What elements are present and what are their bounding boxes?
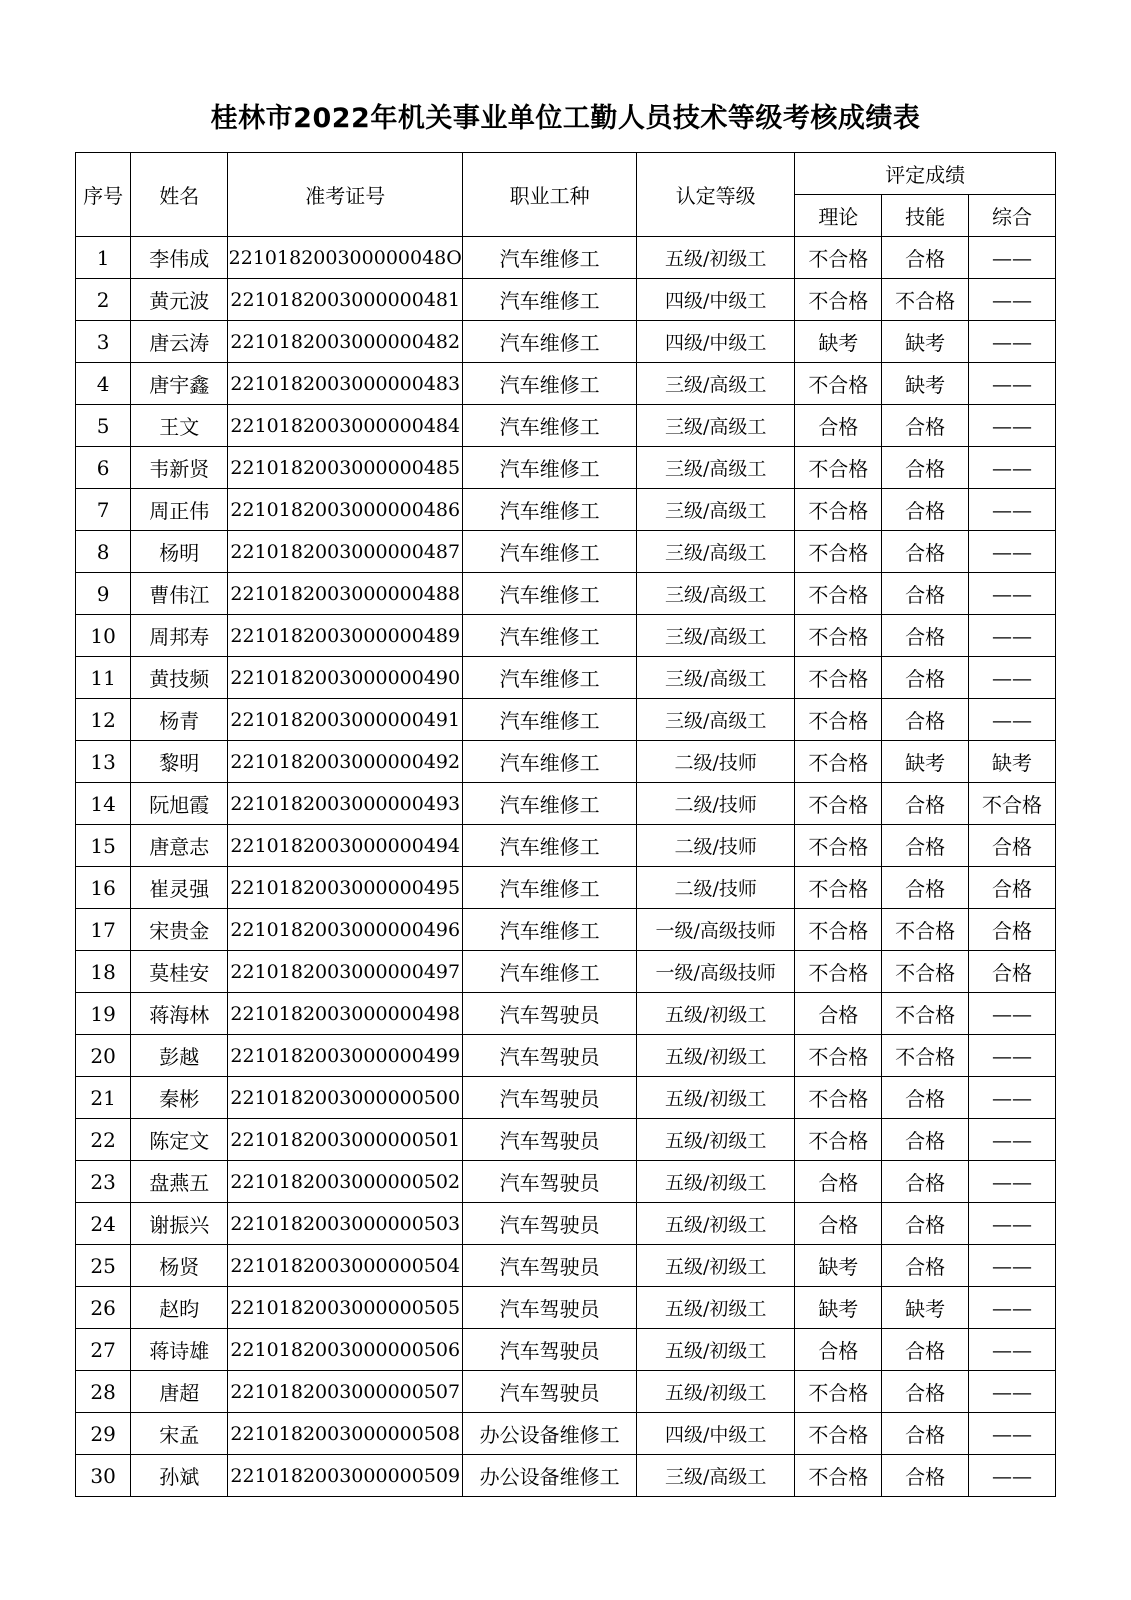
- cell-overall: 合格: [969, 825, 1056, 867]
- header-level: 认定等级: [637, 153, 795, 237]
- cell-theory: 不合格: [795, 1455, 882, 1497]
- cell-trade: 办公设备维修工: [463, 1413, 637, 1455]
- cell-exam-id: 2210182003000000496: [228, 909, 463, 951]
- table-row: [76, 489, 1056, 531]
- cell-trade: 汽车维修工: [463, 279, 637, 321]
- table-row: [76, 363, 1056, 405]
- cell-theory: 不合格: [795, 1035, 882, 1077]
- cell-skill: 合格: [882, 1161, 969, 1203]
- cell-level: 五级/初级工: [637, 1371, 795, 1413]
- cell-skill: 合格: [882, 237, 969, 279]
- cell-overall: ——: [969, 615, 1056, 657]
- cell-name: 谢振兴: [131, 1203, 228, 1245]
- cell-skill: 缺考: [882, 363, 969, 405]
- cell-exam-id: 2210182003000000494: [228, 825, 463, 867]
- cell-trade: 汽车驾驶员: [463, 1287, 637, 1329]
- cell-seq: 2: [76, 279, 131, 321]
- cell-trade: 汽车维修工: [463, 909, 637, 951]
- cell-theory: 不合格: [795, 237, 882, 279]
- table-row: [76, 1161, 1056, 1203]
- cell-theory: 不合格: [795, 951, 882, 993]
- cell-theory: 缺考: [795, 1245, 882, 1287]
- cell-skill: 合格: [882, 1119, 969, 1161]
- cell-overall: ——: [969, 1035, 1056, 1077]
- cell-exam-id: 221018200300000048O: [228, 237, 463, 279]
- cell-seq: 10: [76, 615, 131, 657]
- cell-trade: 汽车驾驶员: [463, 1245, 637, 1287]
- cell-overall: ——: [969, 699, 1056, 741]
- cell-theory: 合格: [795, 993, 882, 1035]
- cell-overall: ——: [969, 573, 1056, 615]
- cell-seq: 17: [76, 909, 131, 951]
- cell-skill: 合格: [882, 867, 969, 909]
- cell-name: 唐超: [131, 1371, 228, 1413]
- cell-overall: ——: [969, 1161, 1056, 1203]
- cell-theory: 不合格: [795, 867, 882, 909]
- table-row: [76, 1245, 1056, 1287]
- cell-skill: 合格: [882, 1371, 969, 1413]
- cell-level: 五级/初级工: [637, 1035, 795, 1077]
- cell-exam-id: 2210182003000000503: [228, 1203, 463, 1245]
- cell-skill: 合格: [882, 783, 969, 825]
- cell-exam-id: 2210182003000000506: [228, 1329, 463, 1371]
- cell-trade: 办公设备维修工: [463, 1455, 637, 1497]
- cell-name: 杨贤: [131, 1245, 228, 1287]
- cell-overall: ——: [969, 363, 1056, 405]
- cell-exam-id: 2210182003000000499: [228, 1035, 463, 1077]
- page-title: 桂林市2022年机关事业单位工勤人员技术等级考核成绩表: [210, 103, 921, 134]
- cell-seq: 15: [76, 825, 131, 867]
- cell-name: 宋孟: [131, 1413, 228, 1455]
- cell-theory: 合格: [795, 1161, 882, 1203]
- cell-level: 三级/高级工: [637, 531, 795, 573]
- cell-name: 李伟成: [131, 237, 228, 279]
- cell-theory: 不合格: [795, 447, 882, 489]
- cell-trade: 汽车驾驶员: [463, 1035, 637, 1077]
- cell-name: 孙斌: [131, 1455, 228, 1497]
- cell-trade: 汽车驾驶员: [463, 1371, 637, 1413]
- cell-overall: 缺考: [969, 741, 1056, 783]
- cell-overall: 不合格: [969, 783, 1056, 825]
- cell-exam-id: 2210182003000000488: [228, 573, 463, 615]
- cell-overall: ——: [969, 447, 1056, 489]
- header-overall: 综合: [969, 195, 1056, 237]
- cell-theory: 不合格: [795, 1413, 882, 1455]
- cell-level: 五级/初级工: [637, 1077, 795, 1119]
- cell-name: 陈定文: [131, 1119, 228, 1161]
- cell-trade: 汽车维修工: [463, 489, 637, 531]
- table-row: [76, 1413, 1056, 1455]
- cell-exam-id: 2210182003000000495: [228, 867, 463, 909]
- cell-name: 王文: [131, 405, 228, 447]
- cell-trade: 汽车维修工: [463, 321, 637, 363]
- cell-trade: 汽车维修工: [463, 783, 637, 825]
- header-skill: 技能: [882, 195, 969, 237]
- cell-seq: 3: [76, 321, 131, 363]
- cell-theory: 不合格: [795, 279, 882, 321]
- cell-name: 崔灵强: [131, 867, 228, 909]
- cell-name: 蒋海林: [131, 993, 228, 1035]
- cell-level: 五级/初级工: [637, 1245, 795, 1287]
- cell-trade: 汽车维修工: [463, 867, 637, 909]
- cell-seq: 24: [76, 1203, 131, 1245]
- cell-skill: 不合格: [882, 279, 969, 321]
- cell-overall: 合格: [969, 909, 1056, 951]
- cell-trade: 汽车维修工: [463, 237, 637, 279]
- header-exam-id: 准考证号: [228, 153, 463, 237]
- cell-level: 五级/初级工: [637, 1287, 795, 1329]
- table-row: [76, 447, 1056, 489]
- cell-name: 宋贵金: [131, 909, 228, 951]
- cell-exam-id: 2210182003000000481: [228, 279, 463, 321]
- table-row: [76, 993, 1056, 1035]
- cell-seq: 26: [76, 1287, 131, 1329]
- cell-exam-id: 2210182003000000484: [228, 405, 463, 447]
- table-row: [76, 1455, 1056, 1497]
- cell-skill: 合格: [882, 699, 969, 741]
- cell-seq: 8: [76, 531, 131, 573]
- cell-name: 杨青: [131, 699, 228, 741]
- cell-name: 赵昀: [131, 1287, 228, 1329]
- table-row: [76, 783, 1056, 825]
- cell-name: 阮旭霞: [131, 783, 228, 825]
- cell-overall: ——: [969, 1371, 1056, 1413]
- table-row: [76, 1077, 1056, 1119]
- cell-overall: ——: [969, 1455, 1056, 1497]
- cell-exam-id: 2210182003000000505: [228, 1287, 463, 1329]
- cell-level: 二级/技师: [637, 825, 795, 867]
- cell-level: 三级/高级工: [637, 1455, 795, 1497]
- cell-seq: 4: [76, 363, 131, 405]
- cell-skill: 合格: [882, 1203, 969, 1245]
- cell-name: 黎明: [131, 741, 228, 783]
- cell-theory: 不合格: [795, 363, 882, 405]
- cell-skill: 合格: [882, 573, 969, 615]
- cell-skill: 合格: [882, 1077, 969, 1119]
- cell-skill: 缺考: [882, 741, 969, 783]
- cell-skill: 合格: [882, 531, 969, 573]
- table-row: [76, 951, 1056, 993]
- cell-name: 韦新贤: [131, 447, 228, 489]
- cell-overall: ——: [969, 993, 1056, 1035]
- table-row: [76, 237, 1056, 279]
- cell-trade: 汽车维修工: [463, 825, 637, 867]
- cell-exam-id: 2210182003000000497: [228, 951, 463, 993]
- cell-level: 一级/高级技师: [637, 951, 795, 993]
- cell-level: 三级/高级工: [637, 489, 795, 531]
- cell-overall: ——: [969, 531, 1056, 573]
- cell-level: 三级/高级工: [637, 699, 795, 741]
- cell-theory: 不合格: [795, 1119, 882, 1161]
- cell-skill: 合格: [882, 489, 969, 531]
- table-row: [76, 1287, 1056, 1329]
- cell-overall: ——: [969, 1329, 1056, 1371]
- cell-theory: 不合格: [795, 489, 882, 531]
- cell-trade: 汽车维修工: [463, 447, 637, 489]
- cell-name: 曹伟江: [131, 573, 228, 615]
- cell-theory: 不合格: [795, 783, 882, 825]
- cell-exam-id: 2210182003000000501: [228, 1119, 463, 1161]
- cell-seq: 20: [76, 1035, 131, 1077]
- cell-name: 彭越: [131, 1035, 228, 1077]
- cell-skill: 合格: [882, 615, 969, 657]
- cell-overall: ——: [969, 405, 1056, 447]
- cell-trade: 汽车驾驶员: [463, 1077, 637, 1119]
- cell-theory: 合格: [795, 405, 882, 447]
- cell-level: 二级/技师: [637, 783, 795, 825]
- cell-exam-id: 2210182003000000489: [228, 615, 463, 657]
- cell-seq: 11: [76, 657, 131, 699]
- cell-theory: 不合格: [795, 1077, 882, 1119]
- cell-trade: 汽车维修工: [463, 531, 637, 573]
- cell-theory: 不合格: [795, 1371, 882, 1413]
- cell-name: 蒋诗雄: [131, 1329, 228, 1371]
- cell-level: 五级/初级工: [637, 237, 795, 279]
- cell-overall: ——: [969, 1245, 1056, 1287]
- cell-trade: 汽车驾驶员: [463, 1161, 637, 1203]
- cell-exam-id: 2210182003000000509: [228, 1455, 463, 1497]
- cell-seq: 9: [76, 573, 131, 615]
- table-row: [76, 531, 1056, 573]
- cell-name: 周正伟: [131, 489, 228, 531]
- table-row: [76, 1119, 1056, 1161]
- cell-seq: 14: [76, 783, 131, 825]
- cell-level: 三级/高级工: [637, 405, 795, 447]
- cell-level: 四级/中级工: [637, 279, 795, 321]
- cell-level: 二级/技师: [637, 741, 795, 783]
- table-row: [76, 1371, 1056, 1413]
- cell-theory: 不合格: [795, 615, 882, 657]
- table-row: [76, 657, 1056, 699]
- cell-exam-id: 2210182003000000493: [228, 783, 463, 825]
- cell-trade: 汽车维修工: [463, 657, 637, 699]
- cell-skill: 合格: [882, 447, 969, 489]
- cell-level: 三级/高级工: [637, 363, 795, 405]
- cell-level: 五级/初级工: [637, 993, 795, 1035]
- header-score-group: 评定成绩: [795, 153, 1056, 195]
- score-table: [75, 152, 1056, 1497]
- cell-overall: ——: [969, 321, 1056, 363]
- cell-theory: 不合格: [795, 573, 882, 615]
- cell-skill: 合格: [882, 825, 969, 867]
- cell-seq: 30: [76, 1455, 131, 1497]
- cell-trade: 汽车维修工: [463, 363, 637, 405]
- cell-overall: 合格: [969, 867, 1056, 909]
- cell-seq: 25: [76, 1245, 131, 1287]
- cell-overall: ——: [969, 1203, 1056, 1245]
- cell-trade: 汽车维修工: [463, 951, 637, 993]
- cell-name: 唐意志: [131, 825, 228, 867]
- cell-name: 盘燕五: [131, 1161, 228, 1203]
- cell-skill: 合格: [882, 1413, 969, 1455]
- table-row: [76, 1203, 1056, 1245]
- cell-level: 二级/技师: [637, 867, 795, 909]
- cell-theory: 不合格: [795, 531, 882, 573]
- cell-theory: 缺考: [795, 321, 882, 363]
- cell-exam-id: 2210182003000000500: [228, 1077, 463, 1119]
- cell-overall: ——: [969, 1413, 1056, 1455]
- cell-level: 三级/高级工: [637, 615, 795, 657]
- cell-exam-id: 2210182003000000482: [228, 321, 463, 363]
- table-row: [76, 405, 1056, 447]
- cell-seq: 16: [76, 867, 131, 909]
- cell-theory: 不合格: [795, 825, 882, 867]
- cell-trade: 汽车维修工: [463, 405, 637, 447]
- cell-seq: 21: [76, 1077, 131, 1119]
- cell-name: 黄技频: [131, 657, 228, 699]
- cell-exam-id: 2210182003000000508: [228, 1413, 463, 1455]
- cell-name: 黄元波: [131, 279, 228, 321]
- cell-level: 一级/高级技师: [637, 909, 795, 951]
- cell-theory: 不合格: [795, 699, 882, 741]
- cell-seq: 22: [76, 1119, 131, 1161]
- cell-seq: 18: [76, 951, 131, 993]
- cell-seq: 7: [76, 489, 131, 531]
- cell-seq: 23: [76, 1161, 131, 1203]
- table-row: [76, 825, 1056, 867]
- cell-overall: ——: [969, 237, 1056, 279]
- table-body: [76, 237, 1056, 1497]
- cell-exam-id: 2210182003000000485: [228, 447, 463, 489]
- table-row: [76, 741, 1056, 783]
- cell-exam-id: 2210182003000000502: [228, 1161, 463, 1203]
- header-theory: 理论: [795, 195, 882, 237]
- cell-exam-id: 2210182003000000504: [228, 1245, 463, 1287]
- cell-overall: ——: [969, 1287, 1056, 1329]
- cell-trade: 汽车维修工: [463, 615, 637, 657]
- table-row: [76, 867, 1056, 909]
- cell-seq: 27: [76, 1329, 131, 1371]
- cell-skill: 不合格: [882, 993, 969, 1035]
- cell-overall: ——: [969, 1119, 1056, 1161]
- cell-seq: 1: [76, 237, 131, 279]
- cell-skill: 不合格: [882, 951, 969, 993]
- cell-skill: 合格: [882, 657, 969, 699]
- cell-name: 唐云涛: [131, 321, 228, 363]
- cell-skill: 合格: [882, 1455, 969, 1497]
- cell-level: 五级/初级工: [637, 1203, 795, 1245]
- cell-skill: 缺考: [882, 321, 969, 363]
- cell-seq: 28: [76, 1371, 131, 1413]
- cell-theory: 不合格: [795, 909, 882, 951]
- cell-level: 四级/中级工: [637, 1413, 795, 1455]
- cell-overall: ——: [969, 279, 1056, 321]
- cell-level: 五级/初级工: [637, 1161, 795, 1203]
- cell-level: 三级/高级工: [637, 657, 795, 699]
- header-name: 姓名: [131, 153, 228, 237]
- cell-level: 四级/中级工: [637, 321, 795, 363]
- cell-level: 三级/高级工: [637, 573, 795, 615]
- cell-exam-id: 2210182003000000486: [228, 489, 463, 531]
- table-row: [76, 1035, 1056, 1077]
- table-row: [76, 615, 1056, 657]
- cell-level: 五级/初级工: [637, 1329, 795, 1371]
- cell-exam-id: 2210182003000000487: [228, 531, 463, 573]
- cell-level: 五级/初级工: [637, 1119, 795, 1161]
- cell-trade: 汽车驾驶员: [463, 1119, 637, 1161]
- cell-trade: 汽车维修工: [463, 741, 637, 783]
- table-row: [76, 573, 1056, 615]
- cell-seq: 5: [76, 405, 131, 447]
- cell-name: 唐宇鑫: [131, 363, 228, 405]
- cell-name: 杨明: [131, 531, 228, 573]
- cell-theory: 合格: [795, 1329, 882, 1371]
- cell-trade: 汽车驾驶员: [463, 1203, 637, 1245]
- header-trade: 职业工种: [463, 153, 637, 237]
- cell-seq: 12: [76, 699, 131, 741]
- cell-exam-id: 2210182003000000483: [228, 363, 463, 405]
- table-row: [76, 909, 1056, 951]
- cell-name: 莫桂安: [131, 951, 228, 993]
- cell-seq: 13: [76, 741, 131, 783]
- cell-skill: 合格: [882, 405, 969, 447]
- cell-skill: 不合格: [882, 909, 969, 951]
- cell-exam-id: 2210182003000000507: [228, 1371, 463, 1413]
- cell-level: 三级/高级工: [637, 447, 795, 489]
- cell-theory: 不合格: [795, 741, 882, 783]
- table-row: [76, 279, 1056, 321]
- cell-trade: 汽车维修工: [463, 573, 637, 615]
- cell-seq: 6: [76, 447, 131, 489]
- cell-theory: 合格: [795, 1203, 882, 1245]
- cell-overall: ——: [969, 1077, 1056, 1119]
- cell-exam-id: 2210182003000000492: [228, 741, 463, 783]
- cell-trade: 汽车驾驶员: [463, 993, 637, 1035]
- cell-overall: ——: [969, 489, 1056, 531]
- cell-skill: 合格: [882, 1245, 969, 1287]
- table-row: [76, 321, 1056, 363]
- cell-seq: 29: [76, 1413, 131, 1455]
- cell-overall: 合格: [969, 951, 1056, 993]
- table-row: [76, 699, 1056, 741]
- table-row: [76, 1329, 1056, 1371]
- cell-name: 秦彬: [131, 1077, 228, 1119]
- cell-skill: 合格: [882, 1329, 969, 1371]
- cell-seq: 19: [76, 993, 131, 1035]
- cell-trade: 汽车驾驶员: [463, 1329, 637, 1371]
- cell-skill: 不合格: [882, 1035, 969, 1077]
- cell-theory: 缺考: [795, 1287, 882, 1329]
- cell-theory: 不合格: [795, 657, 882, 699]
- cell-overall: ——: [969, 657, 1056, 699]
- cell-exam-id: 2210182003000000498: [228, 993, 463, 1035]
- cell-name: 周邦寿: [131, 615, 228, 657]
- cell-skill: 缺考: [882, 1287, 969, 1329]
- cell-trade: 汽车维修工: [463, 699, 637, 741]
- cell-exam-id: 2210182003000000490: [228, 657, 463, 699]
- cell-exam-id: 2210182003000000491: [228, 699, 463, 741]
- header-seq: 序号: [76, 153, 131, 237]
- table-header: [76, 153, 1056, 237]
